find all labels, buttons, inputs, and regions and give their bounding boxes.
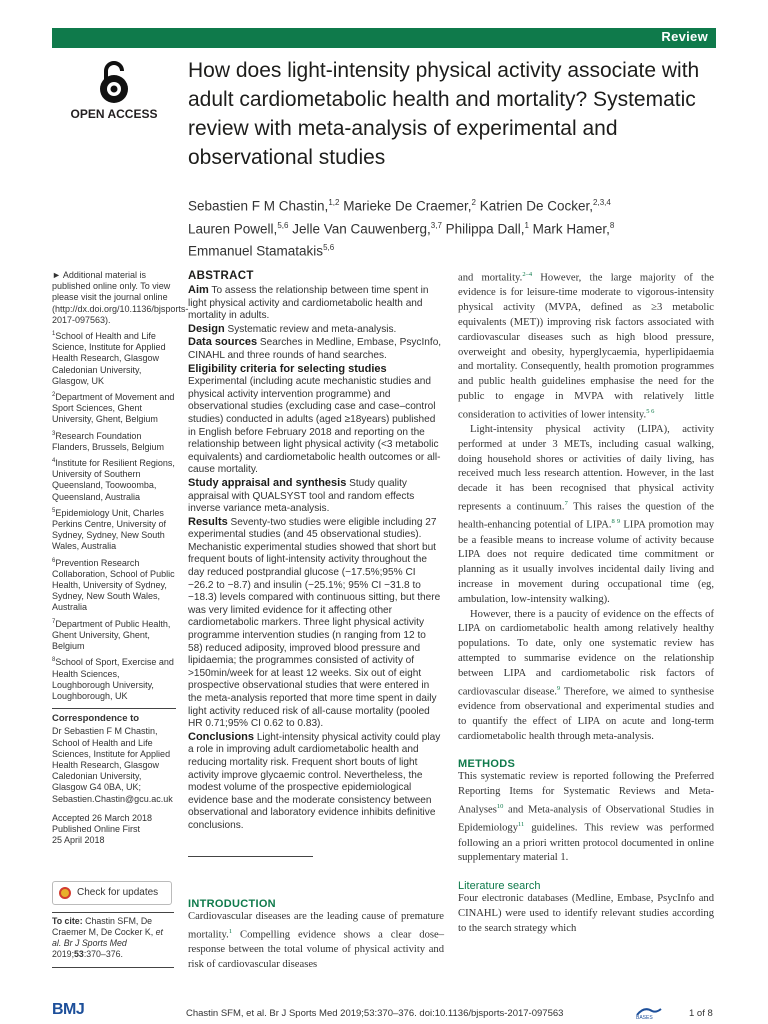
abstract-eligibility: Eligibility criteria for selecting studies Experimental (including acute mechanistic studies and physical activity intervention programme) and observational studies (excluding case and case–control studies) conducted in adults (aged ≥18years) published in English before February 2018 and reporting on the relationship between light physical activity (<3 metabolic equivalents) and cardiometabolic health outcomes or all-cause mortality. bbox=[188, 362, 441, 476]
cite-label: To cite: bbox=[52, 916, 83, 926]
author: Jelle Van Cauwenberg, bbox=[288, 221, 431, 236]
reference-link[interactable]: 7 bbox=[564, 500, 568, 508]
author-affiliation-sup: 5,6 bbox=[277, 220, 289, 230]
correspondence-heading: Correspondence to bbox=[52, 713, 140, 725]
affiliation-3: $^3$Research Foundation Flanders, Brussels, Belgium bbox=[52, 430, 165, 452]
cite-volume: 53 bbox=[74, 949, 84, 959]
author-affiliation-sup: 8 bbox=[609, 220, 615, 230]
divider bbox=[52, 708, 176, 709]
correspondence-details[interactable]: Dr Sebastien F M Chastin, School of Health and Life Sciences, Institute for Applied Health Research, Glasgow Caledonian University, Glasgow G4 0BA, UK; Sebastien.Chastin@gcu.ac.uk bbox=[52, 726, 173, 804]
introduction-section bbox=[188, 898, 444, 973]
publication-dates bbox=[52, 813, 176, 847]
published-label: Published Online First bbox=[52, 823, 141, 834]
reference-link[interactable]: 1 bbox=[228, 927, 233, 935]
author-affiliation-sup: 1,2 bbox=[328, 198, 340, 207]
footer-citation: Chastin SFM, et al. Br J Sports Med 2019;53:370–376. doi:10.1136/bjsports-2017-097563 bbox=[186, 1008, 564, 1019]
section-banner bbox=[52, 28, 716, 48]
abstract-design: Design Systematic review and meta-analysis. bbox=[188, 322, 397, 335]
author-affiliation-sup: 3,7 bbox=[430, 220, 442, 230]
check-for-updates-label: Check for updates bbox=[77, 887, 159, 898]
abstract-sources: Data sources Searches in Medline, Embase, PsycInfo, CINAHL and three rounds of hand searches. bbox=[188, 336, 442, 361]
published-date: 25 April 2018 bbox=[52, 835, 105, 846]
body-column bbox=[458, 268, 714, 937]
body-paragraph: and mortality.$^{2-4}$ However, the large majority of the evidence is for leisure-time moderate to vigorous-intensity physical activity (MVPA, defined as ≥3 metabolic equivalents (MET)) improving risk factors associated with cardiovascular diseases such as high blood pressure, overweight and obesity, hyperglycaemia, hyperlipidaemia and mortality. Consequently, health promotion programmes and public health guidelines emphasise the need for the public to engage in MVPA with relatively little consideration to activities of lower intensity.$^{5 6}$ bbox=[458, 271, 714, 421]
affiliation-1: $^1$School of Health and Life Science, Institute for Applied Health Research, Glasgow Caledonian University, Glasgow, UK bbox=[52, 331, 166, 386]
bmj-logo: BMJ bbox=[52, 1001, 85, 1018]
affiliation-2: $^2$Department of Movement and Sport Sciences, Ghent University, Ghent, Belgium bbox=[52, 392, 175, 425]
author: Philippa Dall, bbox=[441, 221, 525, 236]
author: Marieke De Craemer, bbox=[339, 198, 472, 214]
section-label: Review bbox=[661, 29, 708, 44]
reference-link[interactable]: 9 bbox=[556, 684, 561, 692]
open-access-badge bbox=[66, 60, 162, 121]
literature-search-heading: Literature search bbox=[458, 880, 541, 893]
body-paragraph: Light-intensity physical activity (LIPA), activity performed at under 3 METs, including casual walking, doing household shores or activities of daily living, has received much less research attention. However, in the last decade it has been recognised that physical activity represents a continuum.$^7$ This raises the question of the health-enhancing potential of LIPA.$^{8 9}$ LIPA promotion may be a feasible means to increase volume of activity because LIPA does not require dedicated time commitment or planning as it usually involves incidental daily living and increase in movement during occupational time (eg, ambulation, low-intensity walking). bbox=[458, 424, 715, 605]
reference-link[interactable]: 10 bbox=[496, 802, 504, 810]
abstract-appraisal: Study appraisal and synthesis Study quality appraisal with QUALSYST tool and random effects inverse variance meta-analysis. bbox=[188, 476, 415, 515]
introduction-heading: INTRODUCTION bbox=[188, 898, 276, 910]
abstract bbox=[188, 270, 442, 856]
cite-text: Chastin SFM, De Craemer M, De Cocker K, bbox=[52, 916, 156, 937]
additional-material-note: ► Additional material is published online only. To view please visit the journal online (http://dx.doi.org/10.1136/bjsports-2017-097563). bbox=[52, 270, 189, 325]
open-lock-icon bbox=[97, 60, 131, 104]
reference-link[interactable]: 11 bbox=[518, 821, 525, 829]
cite-year: 2019; bbox=[52, 949, 75, 959]
methods-paragraph: This systematic review is reported following the Preferred Reporting Items for Systematic Reviews and Meta-Analyses$^{10}$ and Meta-analysis of Observational Studies in Epidemiology$^{11}$ guidelines. This review was performed following an a priori written protocol documented in online supplementary material 1. bbox=[458, 771, 714, 864]
affiliation-8: $^8$School of Sport, Exercise and Health Sciences, Loughborough University, Loughborough, UK bbox=[52, 657, 174, 701]
article-title: How does light-intensity physical activity associate with adult cardiometabolic health and mortality? Systematic review with meta-analysis of experimental and observational studies bbox=[188, 59, 700, 169]
check-for-updates-button[interactable] bbox=[52, 881, 172, 905]
author-affiliation-sup: 5,6 bbox=[323, 243, 335, 252]
svg-text:BASES: BASES bbox=[636, 1015, 653, 1020]
abstract-divider bbox=[188, 856, 313, 857]
methods-heading: METHODS bbox=[458, 758, 516, 771]
author: Sebastien F M Chastin, bbox=[188, 198, 329, 214]
citation-box bbox=[52, 912, 174, 968]
abstract-aim: Aim To assess the relationship between time spent in light physical activity and cardiometabolic health and mortality in adults. bbox=[188, 284, 429, 322]
abstract-results: Results Seventy-two studies were eligible including 27 experimental studies (and 45 observational studies). Mechanistic experimental studies showed that short but frequent bouts of light-intensity activity throughout the day reduced postprandial glucose (−17.5%;95% CI −26.2 to −8.7) and insulin (−25.1%; 95% CI −31.8 to −18.3) levels compared with continuous sitting, but there was very limited evidence for it affecting other cardiometabolic markers. Three light physical activity programme intervention studies (n ranging from 12 to 58) reduced adiposity, improved blood pressure and lipidaemia; the programmes consisted of activity of >150min/week for at least 12 weeks. Six out of eight prospective observational studies that were entered in the meta-analysis reported that more time spent in daily light activity reduced risk of all-cause mortality (pooled HR 0.71;95% CI 0.62 to 0.83). bbox=[188, 515, 441, 730]
author-affiliation-sup: 2 bbox=[471, 198, 476, 207]
affiliation-4: $^4$Institute for Resilient Regions, University of Southern Queensland, Toowoomba, Queensland, Australia bbox=[52, 458, 175, 502]
body-paragraph: However, there is a paucity of evidence on the effects of LIPA on cardiometabolic health among relatively healthy populations. To date, only one systematic review has attempted to summarise evidence on the relationship between LIPA and cardiometabolic risk factors of cardiovascular disease.$^9$ Therefore, we aimed to synthesise evidence from observational and experimental studies and to quantify the effect of LIPA on acute and long-term cardiometabolic health through meta-analysis. bbox=[458, 608, 714, 742]
crossmark-icon bbox=[59, 887, 71, 899]
introduction-paragraph: Cardiovascular diseases are the leading cause of premature mortality.$^1$ Compelling evidence shows a clear dose–response between the total volume of physical activity and risk of cardiovascular diseases bbox=[188, 911, 444, 970]
cite-pages: :370–376. bbox=[83, 949, 123, 959]
page-number: 1 of 8 bbox=[689, 1008, 713, 1019]
bases-logo-icon bbox=[634, 1004, 664, 1020]
reference-link[interactable]: 5 6 bbox=[646, 407, 655, 415]
open-access-label: OPEN ACCESS bbox=[70, 107, 158, 121]
abstract-conclusions: Conclusions Light-intensity physical activity could play a role in improving adult cardiometabolic health and reducing mortality risk. Frequent short bouts of light activity improve glycaemic control. Nevertheless, the modest volume of the prospective epidemiological evidence base and the moderate consistency between observational and laboratory evidence inhibits definitive conclusions. bbox=[188, 730, 441, 831]
affiliation-6: $^6$Prevention Research Collaboration, School of Public Health, University of Sydney, Sydney, New South Wales, Australia bbox=[52, 557, 175, 613]
author-affiliation-sup: 1 bbox=[524, 220, 529, 230]
author: Katrien De Cocker, bbox=[475, 198, 594, 214]
author: Emmanuel Stamatakis bbox=[188, 243, 324, 259]
affiliation-5: $^5$Epidemiology Unit, Charles Perkins Centre, University of Sydney, Sydney, New South Wales, Australia bbox=[52, 507, 167, 552]
literature-search-paragraph: Four electronic databases (Medline, Embase, PsycInfo and CINAHL) were used to identify relevant studies according to the search strategy which bbox=[458, 893, 714, 934]
reference-link[interactable]: 2–4 bbox=[522, 271, 533, 278]
author-affiliation-sup: 2,3,4 bbox=[593, 198, 611, 207]
article-sidebar bbox=[52, 270, 189, 846]
accepted-date: Accepted 26 March 2018 bbox=[52, 812, 153, 823]
cite-journal: et al. Br J Sports Med bbox=[52, 927, 163, 948]
author: Lauren Powell, bbox=[188, 221, 278, 236]
affiliation-7: $^7$Department of Public Health, Ghent University, Ghent, Belgium bbox=[52, 618, 171, 652]
reference-link[interactable]: 8 9 bbox=[611, 518, 621, 526]
author: Mark Hamer, bbox=[528, 221, 610, 236]
author-list bbox=[188, 193, 698, 261]
abstract-heading: ABSTRACT bbox=[188, 270, 254, 282]
